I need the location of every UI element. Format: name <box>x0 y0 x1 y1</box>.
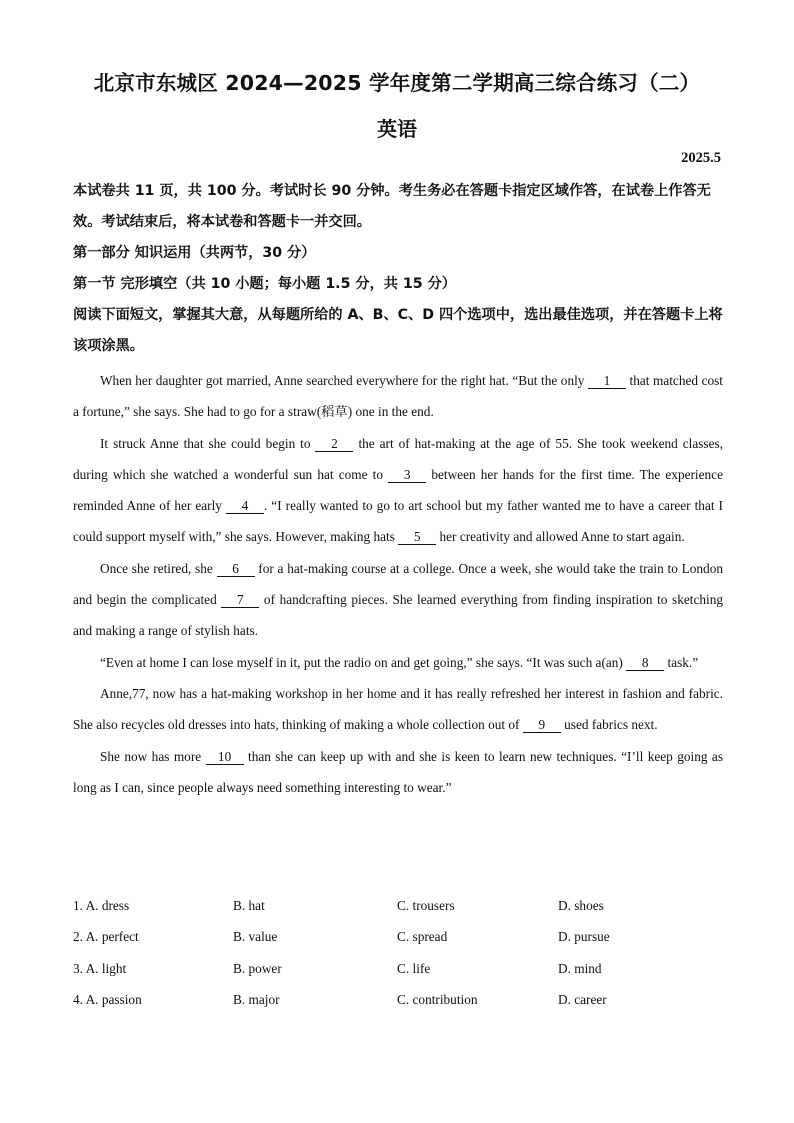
question-row <box>73 898 733 929</box>
passage-text: “Even at home I can lose myself in it, put the radio on and get going,” she says. “It was such a(an) <box>100 654 627 670</box>
option-text: A. perfect <box>85 929 139 945</box>
blank-3: 3 <box>388 468 426 483</box>
question-number: 3. <box>73 960 83 976</box>
option-b: B. major <box>233 992 280 1008</box>
option-c: C. trousers <box>397 898 455 913</box>
option-b: B. power <box>233 960 282 976</box>
option-c: C. life <box>397 960 431 976</box>
blank-9: 9 <box>523 718 561 733</box>
blank-5: 5 <box>398 530 436 545</box>
cloze-passage <box>73 365 723 803</box>
blank-10: 10 <box>206 750 244 765</box>
blank-7: 7 <box>221 593 259 608</box>
blank-4: 4 <box>226 499 264 514</box>
passage-text: for a hat-making course at a college. Once a week, she would take the train to London and begin the complicated <box>73 560 723 608</box>
blank-6: 6 <box>217 562 255 577</box>
passage-text: that matched cost a fortune,” she says. She had to go for a straw(稻草) one in the end. <box>73 373 723 420</box>
question-row <box>73 961 733 992</box>
passage-text: her creativity and allowed Anne to start again. <box>436 529 685 545</box>
option-text: A. passion <box>85 992 142 1008</box>
answer-options <box>73 898 733 1024</box>
part-heading: 第一部分 知识运用（共两节，30 分） <box>73 245 316 261</box>
question-row <box>73 992 733 1023</box>
option-d: D. mind <box>558 960 602 976</box>
section-heading: 第一节 完形填空（共 10 小题；每小题 1.5 分，共 15 分） <box>73 276 456 292</box>
option-b: B. value <box>233 929 278 945</box>
option-c: C. spread <box>397 929 448 945</box>
paragraph-1 <box>73 365 723 428</box>
passage-text: task.” <box>664 654 699 670</box>
passage-text: When her daughter got married, Anne searched everywhere for the right hat. “But the only <box>100 373 588 388</box>
option-b: B. hat <box>233 898 265 913</box>
passage-text: of handcrafting pieces. She learned everything from finding inspiration to sketching and making a range of stylish hats. <box>73 592 723 639</box>
exam-notice: 本试卷共 11 页，共 100 分。考试时长 90 分钟。考生务必在答题卡指定区域作答，在试卷上作答无效。考试结束后，将本试卷和答题卡一并交回。 <box>73 183 711 230</box>
paragraph-6 <box>73 741 723 804</box>
paragraph-3 <box>73 553 723 647</box>
question-row <box>73 929 733 960</box>
passage-text: used fabrics next. <box>560 717 658 733</box>
passage-text: the art of hat-making at the age of 55. She took weekend classes, during which she watched a wonderful sun hat come to <box>73 435 723 482</box>
option-a <box>73 961 126 977</box>
option-a <box>73 898 129 914</box>
paragraph-5 <box>73 678 723 741</box>
directions: 阅读下面短文，掌握其大意，从每题所给的 A、B、C、D 四个选项中，选出最佳选项，并在答题卡上将该项涂黑。 <box>73 307 723 354</box>
paragraph-2 <box>73 428 723 553</box>
question-number: 1. <box>73 898 83 913</box>
option-d: D. career <box>558 992 607 1008</box>
option-text: A. dress <box>85 898 130 913</box>
question-number: 2. <box>73 929 83 945</box>
passage-text: . “I really wanted to go to art school but my father wanted me to have a career that I could support myself with,” she says. However, making hats <box>73 498 723 545</box>
page-title: 北京市东城区 2024—2025 学年度第二学期高三综合练习（二） <box>93 71 701 95</box>
option-d: D. shoes <box>558 898 604 913</box>
passage-text: than she can keep up with and she is keen to learn new techniques. “I’ll keep going as long as I can, since people always need something interesting to wear.” <box>73 748 723 795</box>
question-number: 4. <box>73 992 83 1008</box>
passage-text: Anne,77, now has a hat-making workshop in her home and it has really refreshed her interest in fashion and fabric. She also recycles old dresses into hats, thinking of making a whole collection out of <box>73 685 723 733</box>
option-a <box>73 929 139 945</box>
blank-1: 1 <box>588 374 626 389</box>
passage-text: It struck Anne that she could begin to <box>100 435 316 451</box>
blank-8: 8 <box>626 656 664 671</box>
option-d: D. pursue <box>558 929 610 945</box>
paragraph-4 <box>73 647 723 678</box>
exam-date: 2025.5 <box>681 150 721 166</box>
option-a <box>73 992 142 1008</box>
option-text: A. light <box>85 960 127 976</box>
passage-text: between her hands for the first time. The experience reminded Anne of her early <box>73 466 723 514</box>
blank-2: 2 <box>315 437 353 452</box>
subject-heading: 英语 <box>377 117 417 141</box>
passage-text: She now has more <box>100 748 206 764</box>
passage-text: Once she retired, she <box>100 560 217 576</box>
option-c: C. contribution <box>397 992 478 1008</box>
